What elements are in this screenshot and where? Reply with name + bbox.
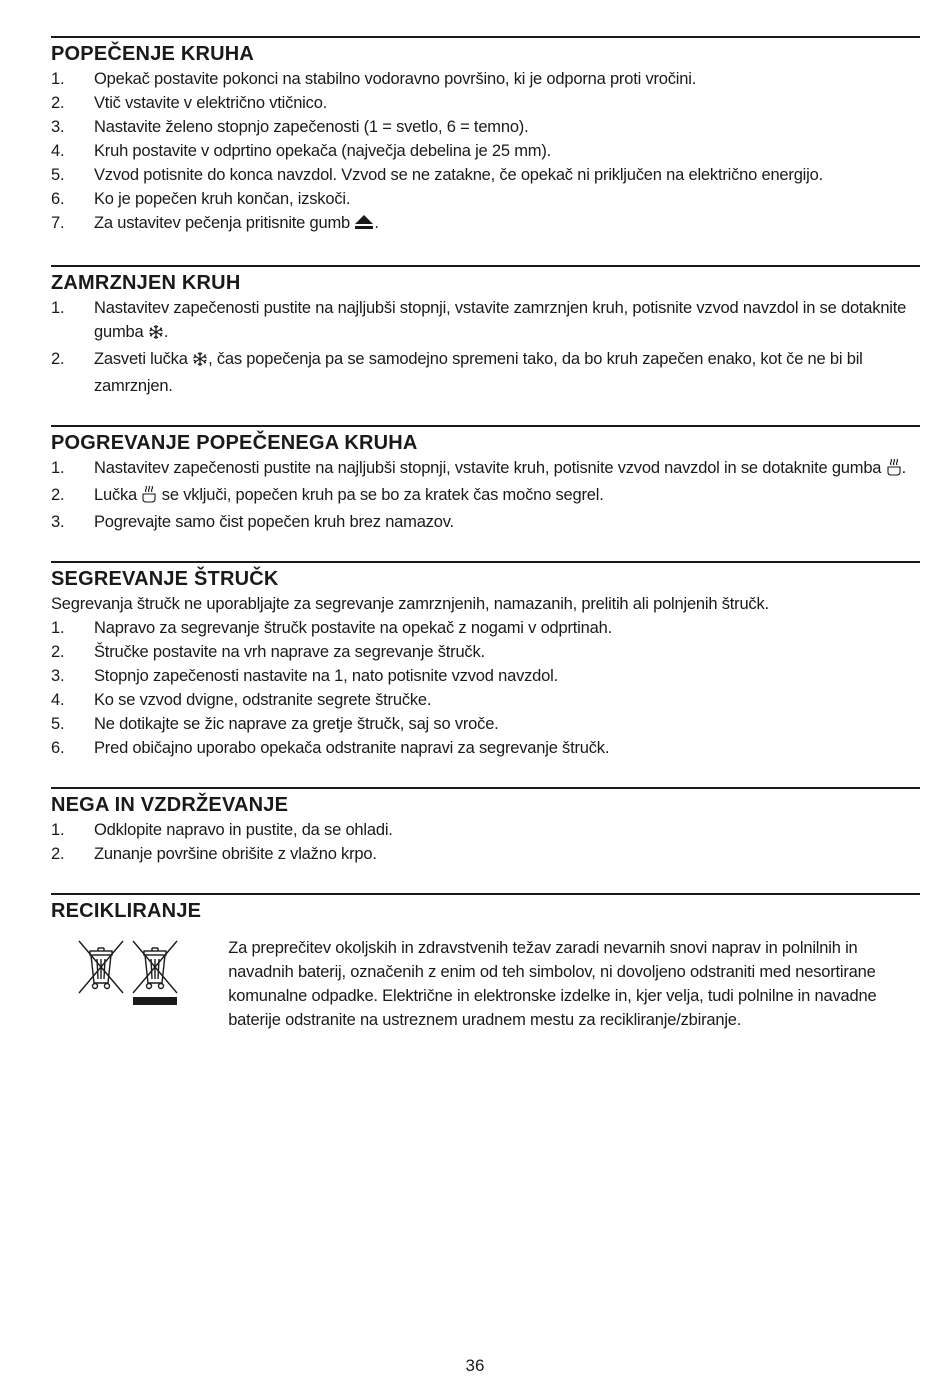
section-care — [51, 787, 920, 866]
list-item: 1. Opekač postavite pokonci na stabilno vodoravno površino, ki je odporna proti vročini. — [51, 70, 697, 88]
page-number: 36 — [465, 1356, 485, 1375]
list-item: 2. Zasveti lučka , čas popečenja pa se samodejno spremeni tako, da bo kruh zapečen enako, kot če ne bi bil zamrznjen. — [51, 350, 863, 395]
recycling-block — [51, 939, 920, 1032]
eject-icon — [354, 213, 374, 238]
section-intro: Segrevanja štručk ne uporabljajte za segrevanje zamrznjenih, namazanih, prelitih ali polnjenih štručk. — [51, 595, 769, 613]
list-item: 2. Lučka se vključi, popečen kruh pa se bo za kratek čas močno segrel. — [51, 483, 920, 510]
step-list — [51, 296, 920, 398]
list-item: 5. Vzvod potisnite do konca navzdol. Vzvod se ne zatakne, če opekač ni priključen na električno energijo. — [51, 166, 823, 184]
section-title: RECIKLIRANJE — [51, 900, 202, 922]
document-page — [51, 36, 920, 1032]
section-bun-warming — [51, 561, 920, 760]
step-list — [51, 818, 920, 866]
list-item: 5. Ne dotikajte se žic naprave za gretje štručk, saj so vroče. — [51, 715, 499, 733]
recycling-text: Za preprečitev okoljskih in zdravstvenih težav zaradi nevarnih snovi naprav in polnilnih in navadnih baterij, označenih z enim od teh simbolov, ni dovoljeno odstraniti med nesortirane komunalne odpadke. Električne in elektronske izdelke in, kjer velja, tudi polnilne in navadne baterije odstranite na ustreznem uradnem mestu za recikliranje/zbiranje. — [228, 939, 877, 1029]
list-item: 1. Napravo za segrevanje štručk postavite na opekač z nogami v odprtinah. — [51, 619, 612, 637]
snowflake-icon — [192, 350, 208, 374]
list-item: 7. Za ustavitev pečenja pritisnite gumb . — [51, 211, 920, 238]
crossed-bin-with-bar-icon — [131, 939, 179, 1032]
list-item: 3. Stopnjo zapečenosti nastavite na 1, nato potisnite vzvod navzdol. — [51, 667, 558, 685]
section-toasting — [51, 36, 920, 238]
step-list — [51, 456, 920, 534]
list-item: 4. Kruh postavite v odprtino opekača (največja debelina je 25 mm). — [51, 142, 551, 160]
snowflake-icon — [148, 323, 164, 347]
section-title: NEGA IN VZDRŽEVANJE — [51, 794, 289, 816]
step-list — [51, 67, 920, 238]
list-item: 1. Nastavitev zapečenosti pustite na najljubši stopnji, vstavite kruh, potisnite vzvod navzdol in se dotaknite gumba . — [51, 456, 920, 483]
section-title: POGREVANJE POPEČENEGA KRUHA — [51, 432, 418, 454]
list-item: 2. Štručke postavite na vrh naprave za segrevanje štručk. — [51, 643, 485, 661]
list-item: 3. Pogrevajte samo čist popečen kruh brez namazov. — [51, 513, 454, 531]
section-recycling — [51, 893, 920, 1032]
reheat-icon — [141, 485, 157, 510]
crossed-bin-icon — [77, 939, 125, 1032]
list-item: 4. Ko se vzvod dvigne, odstranite segrete štručke. — [51, 691, 432, 709]
list-item: 1. Odklopite napravo in pustite, da se ohladi. — [51, 821, 393, 839]
list-item: 2. Vtič vstavite v električno vtičnico. — [51, 94, 328, 112]
list-item: 2. Zunanje površine obrišite z vlažno krpo. — [51, 845, 377, 863]
section-reheating — [51, 425, 920, 534]
step-list — [51, 616, 920, 760]
reheat-icon — [886, 458, 902, 483]
list-item: 6. Pred običajno uporabo opekača odstranite napravi za segrevanje štručk. — [51, 739, 610, 757]
section-title: POPEČENJE KRUHA — [51, 43, 255, 65]
section-title: ZAMRZNJEN KRUH — [51, 272, 241, 294]
list-item: 6. Ko je popečen kruh končan, izskoči. — [51, 190, 351, 208]
list-item: 1. Nastavitev zapečenosti pustite na najljubši stopnji, vstavite zamrznjen kruh, potisnite vzvod navzdol in se dotaknite gumba . — [51, 296, 920, 347]
section-title: SEGREVANJE ŠTRUČK — [51, 568, 279, 590]
recycling-icons — [51, 939, 228, 1032]
list-item: 3. Nastavite želeno stopnjo zapečenosti (1 = svetlo, 6 = temno). — [51, 118, 529, 136]
section-frozen-bread — [51, 265, 920, 398]
